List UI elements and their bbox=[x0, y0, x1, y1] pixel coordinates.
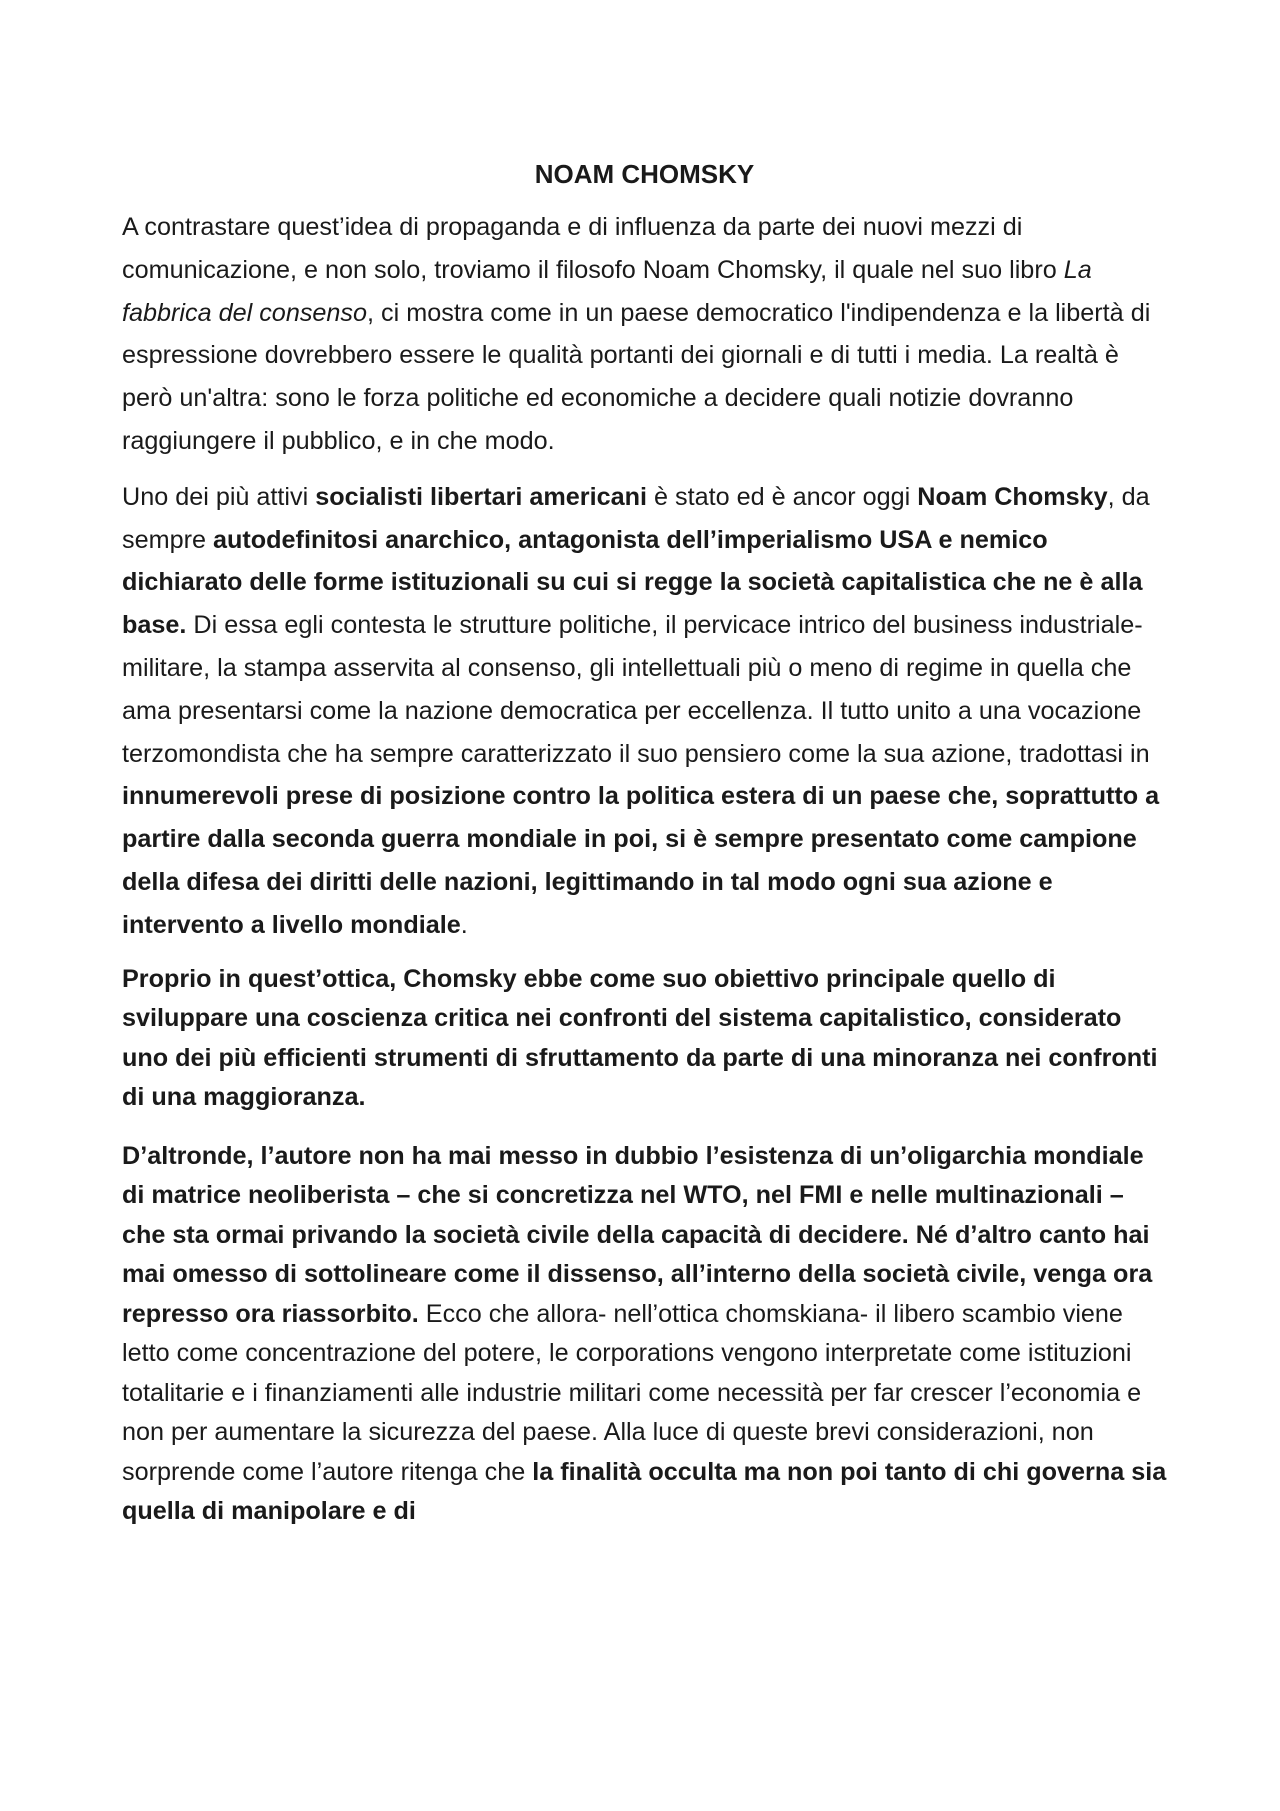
paragraph-text: . bbox=[460, 910, 468, 939]
bold-text: socialisti libertari americani bbox=[315, 482, 648, 511]
document-page bbox=[122, 150, 1167, 1551]
paragraph-3 bbox=[122, 960, 1167, 1118]
bold-text: autodefinitosi anarchico, antagonista dell’imperialismo USA e nemico dichiarato delle forme istituzionali su cui si regge la società capitalistica che ne è alla base. bbox=[122, 525, 1143, 640]
paragraph-text: Ecco che allora- nell’ottica chomskiana- il libero scambio viene letto come concentrazione del potere, le corporations vengono interpretate come istituzioni totalitarie e i finanziamenti alle industrie militari come necessità per far crescer l’economia e non per aumentare la sicurezza del paese. Alla luce di queste brevi considerazioni, non sorprende come l’autore ritenga che bbox=[122, 1299, 1142, 1486]
bold-text: D’altronde, l’autore non ha mai messo in dubbio l’esistenza di un’oligarchia mondiale di matrice neoliberista – che si concretizza nel WTO, nel FMI e nelle multinazionali – che sta ormai privando la società civile della capacità di decidere. Né d’altro canto hai mai omesso di sottolineare come il dissenso, all’interno della società civile, venga ora represso ora riassorbito. bbox=[122, 1141, 1153, 1328]
bold-text: Noam Chomsky bbox=[917, 482, 1108, 511]
bold-text: Proprio in quest’ottica, Chomsky ebbe come suo obiettivo principale quello di sviluppare una coscienza critica nei confronti del sistema capitalistico, considerato uno dei più efficienti strumenti di sfruttamento da parte di una minoranza nei confronti di una maggioranza. bbox=[122, 964, 1158, 1112]
paragraph-text: , ci mostra come in un paese democratico l'indipendenza e la libertà di espressione dovrebbero essere le qualità portanti dei giornali e di tutti i media. La realtà è però un'altra: sono le forza politiche ed economiche a decidere quali notizie dovranno raggiungere il pubblico, e in che modo. bbox=[122, 298, 1151, 455]
page-title: NOAM CHOMSKY bbox=[534, 159, 755, 189]
paragraph-1 bbox=[122, 206, 1167, 463]
paragraph-2 bbox=[122, 476, 1167, 947]
paragraph-text: Di essa egli contesta le strutture politiche, il pervicace intrico del business industriale-militare, la stampa asservita al consenso, gli intellettuali più o meno di regime in quella che ama presentarsi come la nazione democratica per eccellenza. Il tutto unito a una vocazione terzomondista che ha sempre caratterizzato il suo pensiero come la sua azione, tradottasi in bbox=[122, 611, 1150, 768]
bold-text: la finalità occulta ma non poi tanto di chi governa sia quella di manipolare e di bbox=[122, 1457, 1167, 1526]
paragraph-text: A contrastare quest’idea di propaganda e di influenza da parte dei nuovi mezzi di comunicazione, e non solo, troviamo il filosofo Noam Chomsky, il quale nel suo libro bbox=[122, 213, 1064, 284]
paragraph-text: è stato ed è ancor oggi bbox=[647, 482, 918, 511]
paragraph-text: , da sempre bbox=[122, 482, 1150, 554]
bold-text: innumerevoli prese di posizione contro la politica estera di un paese che, soprattutto a partire dalla seconda guerra mondiale in poi, si è sempre presentato come campione della difesa dei diritti delle nazioni, legittimando in tal modo ogni sua azione e intervento a livello mondiale bbox=[122, 782, 1160, 939]
paragraph-text: Uno dei più attivi bbox=[122, 482, 316, 511]
book-title: La fabbrica del consenso bbox=[122, 255, 1092, 327]
paragraph-4 bbox=[122, 1137, 1167, 1532]
